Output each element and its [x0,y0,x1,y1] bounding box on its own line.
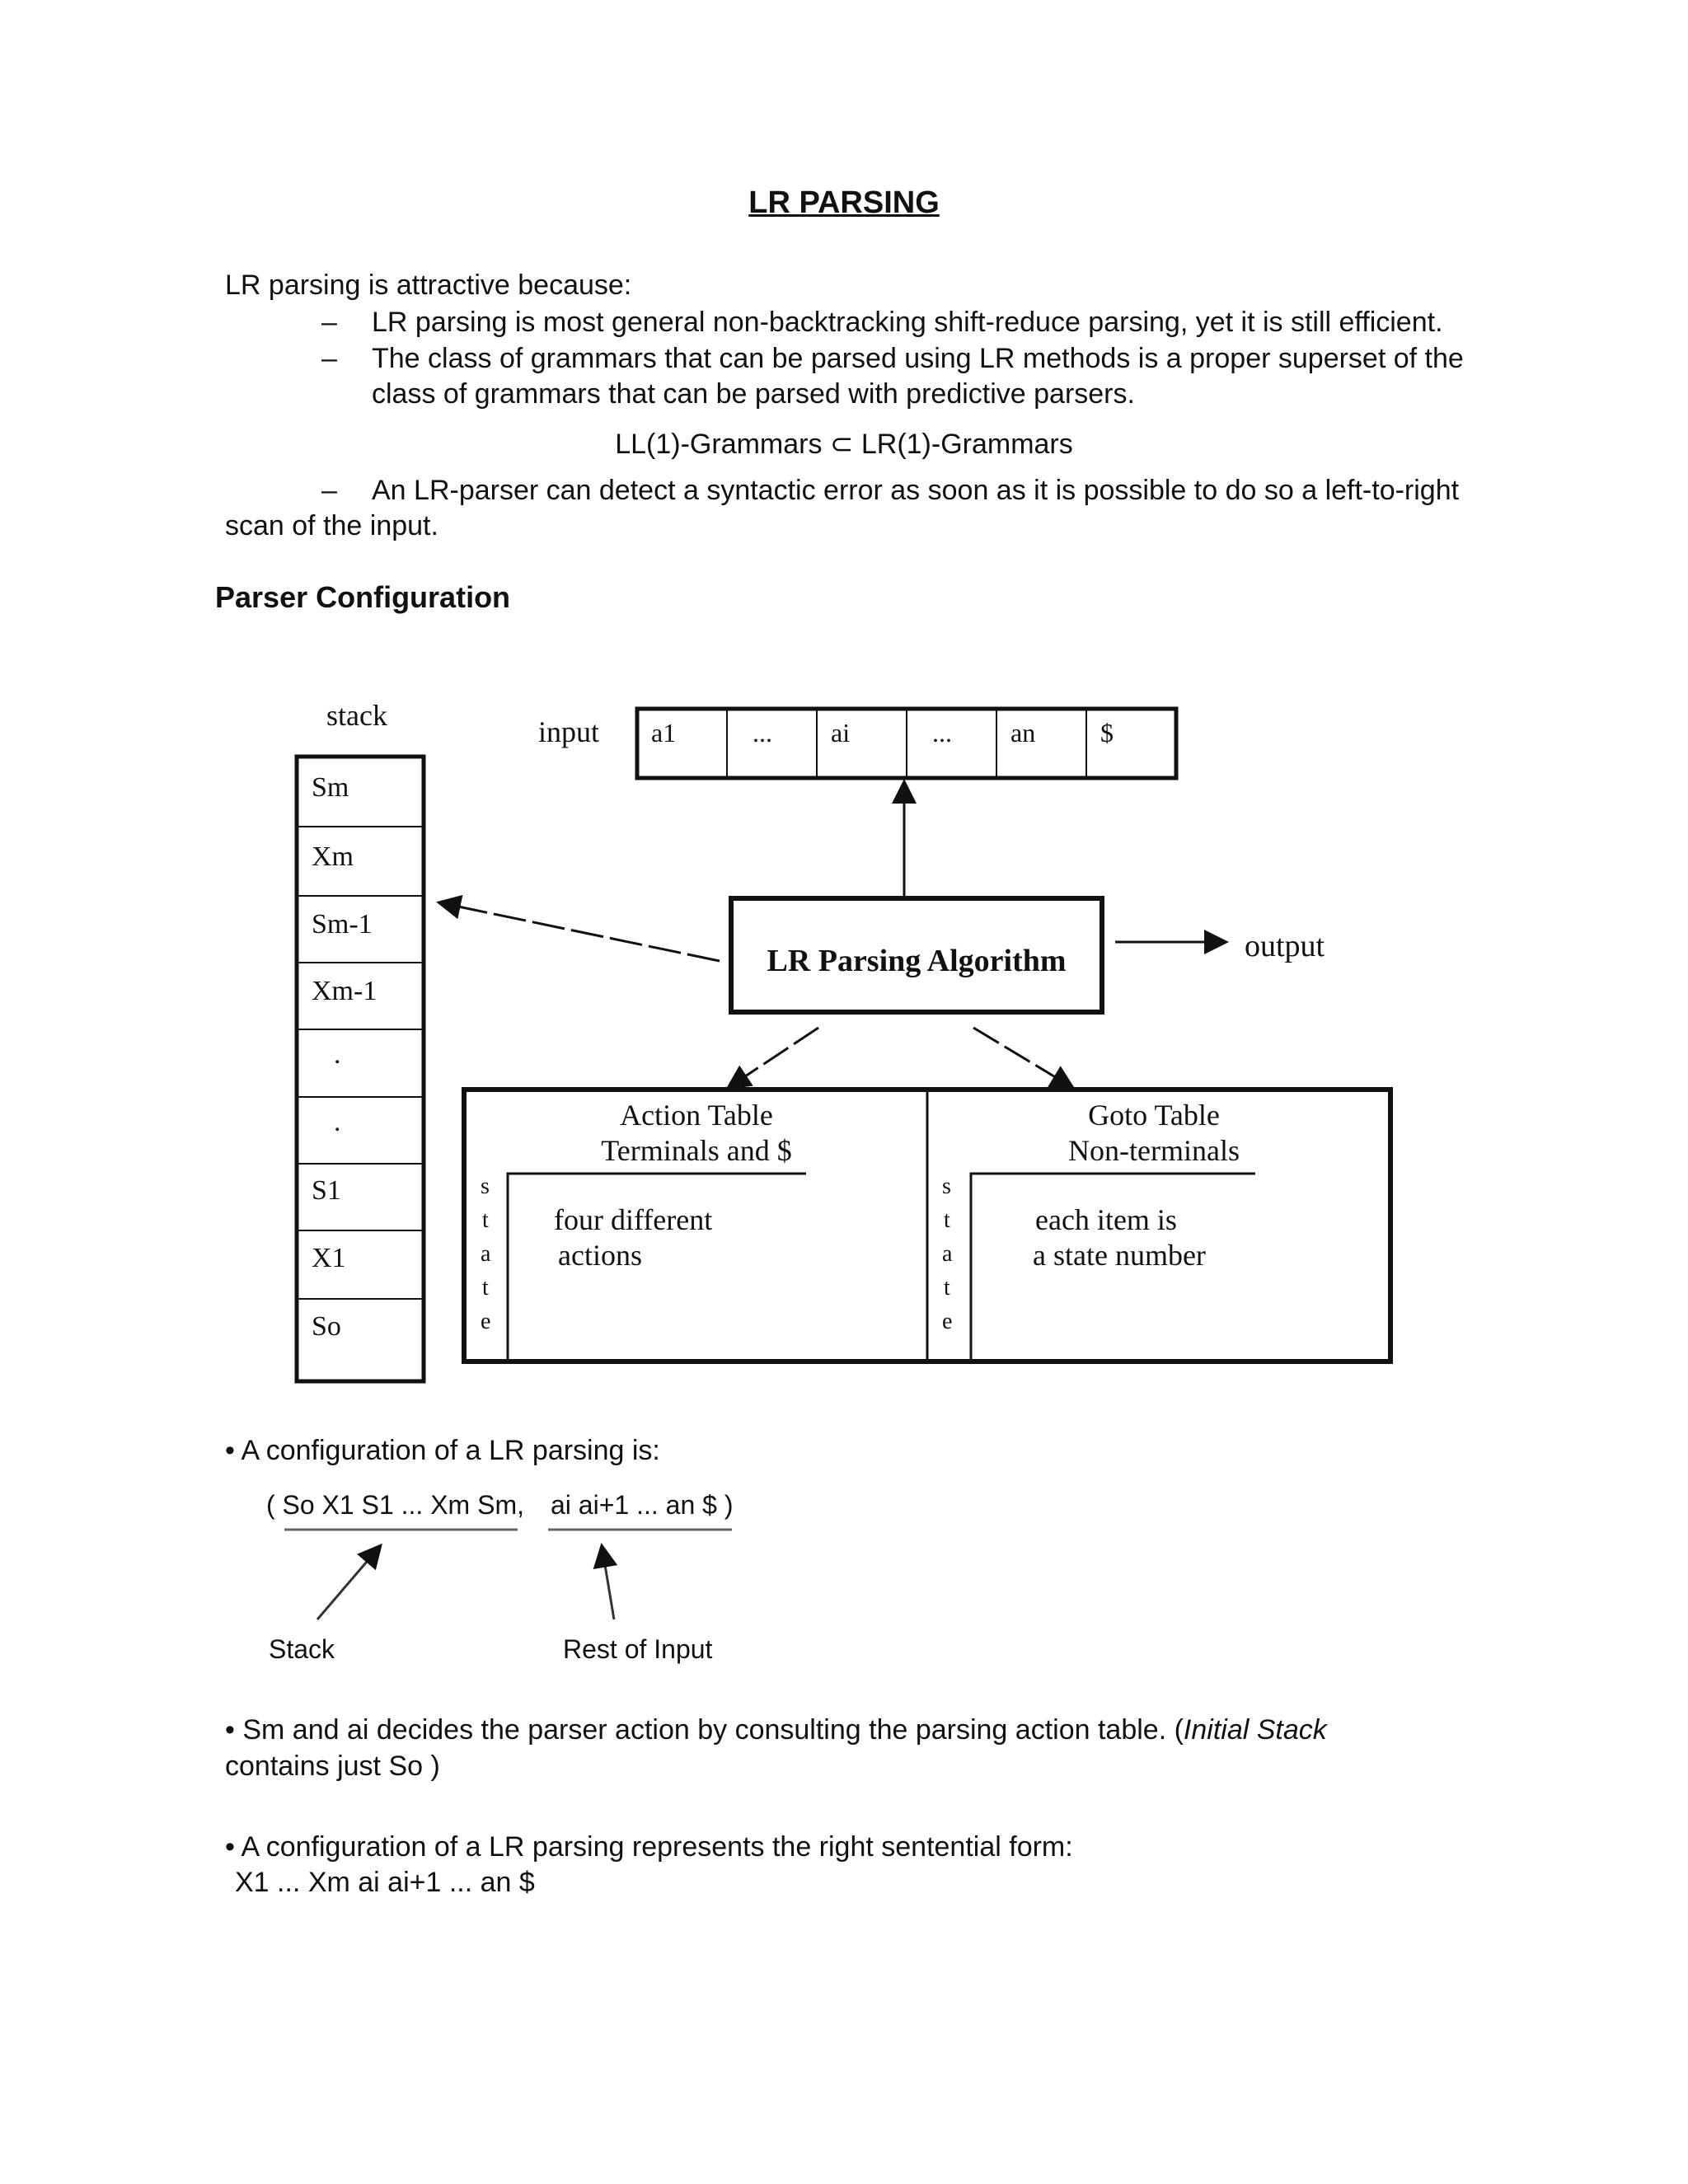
state-letter: t [482,1207,489,1233]
input-cell: ... [932,718,952,748]
tuple-input-part: ai ai+1 ... an $ ) [551,1490,734,1520]
goto-table-body: a state number [1033,1239,1206,1272]
state-letter: s [481,1174,490,1199]
action-table-title: Action Table [620,1099,773,1132]
decision-paragraph [225,1712,1327,1748]
state-letter: a [942,1241,953,1267]
bullet-1: LR parsing is most general non-backtracking shift-reduce parsing, yet it is still efficient. [372,307,1443,338]
bullet-3: An LR-parser can detect a syntactic error as soon as it is possible to do so a left-to-right [372,475,1460,506]
output-label: output [1245,929,1325,963]
goto-table-title: Goto Table [1088,1099,1220,1132]
algorithm-label: LR Parsing Algorithm [767,944,1067,978]
state-letter: t [944,1275,950,1301]
state-letter: e [942,1309,953,1334]
goto-table-subtitle: Non-terminals [1068,1134,1240,1167]
state-letter: t [482,1275,489,1301]
stack-cell: Sm [312,772,349,803]
state-letter: s [942,1174,951,1199]
sentential-form: X1 ... Xm ai ai+1 ... an $ [235,1867,535,1898]
decision-continued: contains just So ) [225,1750,440,1782]
bullet-2-continued: class of grammars that can be parsed with predictive parsers. [372,378,1135,410]
state-letter: a [481,1241,491,1267]
grammar-relation: LL(1)-Grammars ⊂ LR(1)-Grammars [615,429,1073,460]
dash-2: – [321,343,337,374]
input-cell: $ [1100,718,1114,748]
state-letter: e [481,1309,491,1334]
section-heading: Parser Configuration [215,580,511,614]
page-title: LR PARSING [748,185,940,220]
decision-text: • Sm and ai decides the parser action by consulting the parsing action table. ( [225,1714,1184,1746]
stack-cell: S1 [312,1175,341,1206]
bullet-2: The class of grammars that can be parsed using LR methods is a proper superset of the [372,343,1464,374]
action-table-body: actions [558,1239,642,1272]
stack-label: stack [326,699,387,732]
stack-cell: So [312,1311,341,1342]
stack-cell: . [334,1039,341,1070]
bullet-3-continued: scan of the input. [225,510,438,541]
action-table-body: four different [554,1203,713,1236]
stack-cell: X1 [312,1243,346,1273]
dash-3: – [321,475,337,506]
input-cell: ai [831,718,851,748]
decision-italic: Initial Stack [1183,1714,1327,1746]
tuple-stack-part: ( So X1 S1 ... Xm Sm, [266,1490,524,1520]
input-cell: an [1010,718,1036,748]
stack-cell: Xm [312,841,354,872]
input-label: input [538,715,600,748]
input-cell: a1 [651,718,677,748]
dash-1: – [321,307,337,338]
rest-of-input-caption: Rest of Input [563,1634,713,1664]
input-cell: ... [753,718,772,748]
sentential-bullet: • A configuration of a LR parsing represents the right sentential form: [225,1831,1073,1863]
goto-table-body: each item is [1035,1203,1177,1236]
stack-cell: Sm-1 [312,909,373,940]
stack-cell: . [334,1107,341,1137]
state-letter: t [944,1207,950,1233]
config-bullet: • A configuration of a LR parsing is: [225,1435,660,1466]
intro-text: LR parsing is attractive because: [225,269,632,301]
action-table-subtitle: Terminals and $ [601,1134,792,1167]
stack-cell: Xm-1 [312,976,377,1006]
stack-caption: Stack [269,1634,335,1664]
